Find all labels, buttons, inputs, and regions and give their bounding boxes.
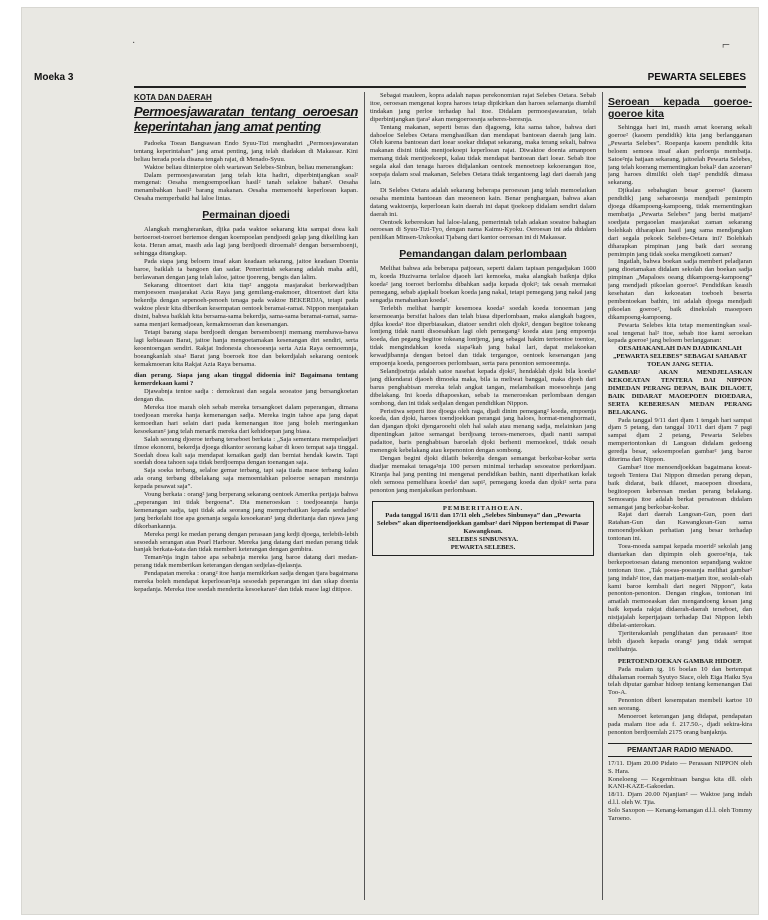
program-item: Koneloeng — Kegembiraan bangsa kita dll. oleh KANI-KAZE-Gakoedan. <box>608 775 752 791</box>
newspaper-name: PEWARTA SELEBES <box>647 72 746 83</box>
article-paragraph: Rajat dari daerah Langoan-Gun, poen dari Ratahan-Gun dan Kawangkoan-Gun sama menoendjoekkan perhatian jang besar terhadap tontonan ini. <box>608 511 752 543</box>
article-paragraph: Tetapi barang siapa berdjoedi dengan bersemboenji memang membawa-bawa lagi kebiasaan Barat, jaitoe hanja mengoetamakan kesenangan diri sendiri, serta keoentoengan sendiri. Rakjat Indonesia choesoesnja serta Azia Raya oemoemnja, boeangkanlah sisa² Barat jang boeroek itoe dan bekerdjalah sekarang oentoek kemakmoeran kita Rakjat Azia Raya bersama. <box>134 328 358 368</box>
article-paragraph: Tentang makanan, seperti beras dan djagoeng, kita sama tahoe, bahwa dari dahoeloe Selebes Oetara menghasilkan dan mendapat bantoean daerah jang lain. Oleh karena bantoean dari loear soekar didapat sekarang, maka terang sekali, bahwa makanan disini tidak mentjoekoepi keperloean rajat. Diwaktoe doenia amanpoen memang tidak mentjoekoepi, kalau tidak mendapat bantoean dari loear. Sebab itoe segala akal dan tenaga haroes didjalankan oentoek menoetoep kekoerangan itoe, soepaja dalam soal makanan, Selebes Oetara tidak tergantoeng lagi dari daerah jang lain. <box>370 123 596 186</box>
article-paragraph: Mereka itoe marah oleh sebab mereka tersangkoet dalam peperangan, dimana toedjoean mereka hanja kemenangan sadja. Mereka ingin tahoe apa jang dapat kemoedian hari selain dari pada kemenangan itoe jang boleh meringankan kesoekaran² jang telah menarik mereka dari kehidoepan jang biasa. <box>134 404 358 435</box>
article-paragraph: Mereka pergi ke medan perang dengan perasaan jang kedji djoega, terlebih-lebih sesoedah serangan atas Pearl Harbour. Mereka jang datang dari medan perang tidak banjak berkata-kata dan tidak memberi keterangan dengan gembira. <box>134 530 358 554</box>
article-paragraph: Tjeriterakanlah penglihatan dan perasaan² itoe lebih djaoeh kepada orang² jang tidak sempat melihatnja. <box>608 630 752 653</box>
article-paragraph: Di Selebes Oetara adalah sekarang beberapa peroesoan jang telah memoelaikan oesaha meminta bantoean dan meoeneon kain. Benar penghargaan, bahwa akan datang waktoenja, keperloean kain daerah ini dapat tjoekoep didalam sendiri dalam daerah ini. <box>370 186 596 218</box>
article-paragraph: Selandjoetnja adalah satoe nasehat kepada djoki², hendaklah djoki bila koeda² jang dikendarai djaoeh dimoeka maka, bila ia meliwat banggal, maka djoeh dari barus penghabisan mereka telah angkat tangan, melambaikan moesoehnja jang dibelakang. Ini koeda dihapoeskan, sebab ia meneroeskan perlombaan dengan sombong, dan ini tidak sedjalan dengan pendidikan Nippon. <box>370 368 596 407</box>
article-paragraph: Voung berkata : orang² jang berperang sekarang oentoek Amerika pertjaja bahwa „peperangan ini tidak bergoena”. Dia meneroeskan : toedjoeannja hanja kemenangan sadja, tapi tidak ada seorang jang memperhatikan kepada serdadoe² jang berkelahi itoe apa goenanja segala kesoekaran² jang dideritanja dan njawa jang dikorbankannja. <box>134 491 358 530</box>
article-paragraph: Dalam permoesjawaratan jang telah kita hadiri, diperbintjangkan soal² mengenai: Oesaha mengoempoelkan hasil² tanah selakoe bahan². Oesaha menambahkan hasil² barang makanan. Oesaha memenoehi keperloean kapan. Oesaha memperbaiki hal laloe lintas. <box>134 171 358 203</box>
bold-slogan: OESAHAKANLAH DAN DJADIKANLAH „PEWARTA SELEBES” SEBAGAI SAHABAT TOEAN JANG SETIA. <box>613 345 747 369</box>
article-paragraph: Waktoe beliau diinterpioe oleh wartawan Selebes-Sinbun, beliau menerangkan: <box>144 163 354 171</box>
article-paragraph: Oentoek kebereskan hal laloe-lalang, pemerintah telah adakan soeatoe bahagian oeroesan di Syuu-Tizi-Tyo, dengan nama Kaimu-Kyoku. Oeroesan ini ada didalam penilikan Minsen-Unkookai Tjabang dari kantor oeroesan ini di Makassar. <box>370 218 596 242</box>
newspaper-page <box>22 8 758 914</box>
bold-heading: PERTOENDJOEKAN GAMBAR HIDOEP. <box>617 657 743 665</box>
article-paragraph: Padoeka Toean Bangsawan Endo Syuu-Tizi menghadiri „Permoesjawaratan tentang keperintahan” jang amat penting, jang telah diadakan di Makassar. Kini beliau berada poela disana tengah rajat, di Menado-Syuu. <box>134 139 358 163</box>
article-paragraph: Menoeroet keterangan jang didapat, pendapatan pada malam itoe ada f. 217.50.-, djadi sekira-kira penonton berdjoemlah 2175 orang banjaknja. <box>608 713 752 736</box>
article-paragraph: Peristiwa seperti itoe djoega oleh raga, djadi dinim pemegang² koeda, empoenja koeda, dan djoki, haroes toendjoekkan perangai jang haloes, hormat-menghormati, dan djangan djoki djengarooehi oleh hal salah atau menang sadja, melainkan jang dipentingkan jaitoe semangat berdjoang teroes-meneroes, djadi nanti sampai padaitoe, baris penghabisan baroelah djoki berhenti memoekoel, tidak oesah menengok kebelakang atau kepenonton dengan sombong. <box>370 407 596 455</box>
header-rule <box>134 86 746 88</box>
article-paragraph: Djawabnja tentoe sadja : demokrasi dan segala seoeatoe jang bersangkoetan dengan dia. <box>134 388 358 404</box>
article-paragraph: Teman²nja ingin tahoe apa sebabnja mereka jang baroe datang dari medan-perang tidak memberikan keterangan dengan sedjelas-djelasnja. <box>134 554 358 570</box>
article-paragraph: Pada malam tg. 16 boelan 10 dan bertempat dihalaman roemah Syutyo Siace, oleh Eiga Haiku Sya telah diputar gambar hidoep tentang kemenangan Dai Too-A. <box>608 665 752 697</box>
program-item: 17/11. Djam 20.00 Pidato — Perasaan NIPPON oleh S. Hara. <box>608 759 752 775</box>
article-paragraph: Sehingga hari ini, masih amat koerang sekali goeroe² (kaoem pendidik) kita jang berlangganan „Pewarta Selebes”. Roepanja kaoem pendidik kita beloem semoea insaf akan perloenja membatja. Satoe²nja batjaan sekarang, jaitoelah Pewarta Selebes, jang telah koerang mementingkan bekal² dan azoeran² jang haroes dimiliki oleh tiap² pendidik dimasa sekarang. <box>608 124 752 187</box>
column-divider <box>602 92 603 900</box>
article-paragraph: Dengan begini djoki dilatih bekerdja dengan semangat berkobar-kobar serta diadjar memakai tenaga²nja 100 persen minimal terhadap sesoeatoe perkerdjaan. Kiranja hal jang penting ini mengenai pendidikan bathin, nanti diperhatikan kelak oleh semoea pemelihara koeda² dan sapi², pemegang koeda dan djoki² serta para penonton jang menjaksikan perlombaan. <box>370 454 596 494</box>
bold-heading: GAMBAR² AKAN MENDJELASKAN KEKOEATAN TENTERA DAI NIPPON DIMEDAN PERANG DEPAN, BAIK DILAOET, BAIK DIDARAT MAOEPOEN DIOEDARA, SERTA KEBERESAN MEDAN PERANG BELAKANG. <box>608 369 752 416</box>
announcement-body: Pada tanggal 16/11 dan 17/11 oleh „Selebes Sinbunsya” dan „Pewarta Selebes” akan dipertoendjoekkan gambar² dari Nippon bertempat di Pasar Kawangkoan. <box>377 512 589 536</box>
article-paragraph: Alangkah mengherankan, djika pada waktoe sekarang kita sampai doea kali bertoeroet-toeroet bertemoe dengan koempoelan pendjoedi gelap jang dikeliling kan kota. Heran amat, masih ada lagi jang berdjoedi diroemah² dengan bersemboenji, sehingga ditangkap. <box>134 226 358 257</box>
column-divider <box>364 92 365 900</box>
announcement-signature: SELEBES SINBUNSYA. <box>447 536 519 544</box>
radio-program-title: PEMANTJAR RADIO MENADO. <box>608 743 752 757</box>
article-paragraph: Salah seorang djoeroe terbang terseboet berkata : „Saja sementara mempeladjari ilmoe ekonomi, bekerdja djoega dikantor seorang kabar di koeo tempat saja tinggal. Soedah doea kali saja mendapat kenaikan gadji dan berniat hendak kawin. Tapi soedah doea tahoen saja tidak berdjoempa dengan toenangan saja. <box>134 435 358 467</box>
column-right <box>608 92 752 912</box>
bold-question: dian perang. Siapa jang akan tinggal didoenia ini? Bagaimana tentang kemerdekaan kami ? <box>134 372 358 388</box>
article-paragraph: Pendapatan mereka : orang² itoe hanja memikirkan sadja dengan tjara bagaimana mereka boleh mendapat keperloean²nja sesoedah peperangan ini dan sikap doenia kepadanja. Mereka itoe soedah menderita kesoekaran² dan tidak maoe lagi ditipoe. <box>134 570 358 593</box>
announcement-box <box>372 501 594 556</box>
article-paragraph: Toea-moeda sampai kepada moerid² sekolah jang diantarkan dan dipimpin oleh goeroe²nja, tak berkepoetoesan datang menonton sepandjang waktoe tontonan itoe. „Tak poeas-poeasnja melihat gambar² jang indah² itoe, dan matjam-matjam itoe, seolah-olah kami baroe kembali dari negeri Nippon”, kata penonton-penonton. Dengan ringkas, tontonan ini amatlah memoeaskan dan mengandoeng kesan jang baik kepada rakjat didaerah-daerah terseboet, dan nistjajalah kepertjajaan terhadap Dai Nippon lebih dibelat-anterokan. <box>608 543 752 630</box>
article-paragraph: Sekarang ditoentoet dari kita tiap² anggota masjarakat berkewadjiban menjoesoen masjarakat Azia Raya jang gemilang-makmoer, ditoentoet dari kita bekerdja dengan sepenoeh-penoeh tenaga pada waktoe BEKERDJA, tetapi pada waktoe plesir kita diberikan kesempatan oentoek beramai-ramai. Nippon menjatakan disini, bahwa baiklah kita bersama-sama bekerdja, sama-sama beramai-ramai, sama-sama menjari kemadjoean, kemakmoeran dan kesenangan. <box>134 281 358 329</box>
article-paragraph: Ingatlah, bahwa boekan sadja memberi peladjaran jang dioetamakan didalam sekolah dan boekan sadja pimpinan „Mapaloes oeang dikampoeng-kampoeng” jang mendjadi pikoelan goeroe². Pendidikan keasih kesehatan dan kekoeatan toeboeh beserta pembentoekan bathin, ini adalah djoega mendjadi pikoelan goeroe², baik dinekolah maoepoen dikampoeng-kampoeng. <box>608 258 752 321</box>
page-header <box>34 70 746 86</box>
article-paragraph: Terlebih melihat hampir kesemoea koeda² soedah koeda tonoeman jang kesemoeanja bersifat haloes dan telah biasa diperlombaan, maka alangkah bagoes, djika koeda² itoe diperbiasakan, diatoer sendiri oleh djoki², dengan begitoe tokeang lontjeng tidak nanti disoesahkan lagi oleh pemegang² koeda atau jang empoenja koeda, dan pegang begitoe tokeang lontjeng, jang sebagai hakim tertoentoe toentoe, tidak mengindahkan koeda siapa²kah jang bakal lari, dapat melakoekan kewadjibannja dengan betoel dan tidak tergangoe, oentoek kesenangan jang empoenja koeda, pengoeroes perlombaan, serta para penonton semoeemnja. <box>370 304 596 368</box>
article-paragraph: Gambar² itoe menoendjoekkan bagaimana koeat-tegoeh Tentera Dai Nippon dimedan perang depan, baik didarat, baik dilaoet, maoepoen dioedara, begitoepoen keberesan medan perang belakang. Semoeanja itoe adalah berkat persatoean didalam semangat jang berkobar-kobar. <box>608 463 752 511</box>
section-label: KOTA DAN DAERAH <box>134 93 212 102</box>
program-item: Solo Saxopon — Kenang-kenangan d.l.l. oleh Tommy Taroeno. <box>608 807 752 823</box>
page-number: Moeka 3 <box>34 72 74 83</box>
column-middle <box>370 92 596 912</box>
announcement-title: PEMBERITAHOEAN. <box>442 504 524 512</box>
article-paragraph: Penonton diberi kesempatan membeli kartoe 10 sen seorang. <box>608 697 752 713</box>
article-paragraph: Saja soeka terbang, selaloe gemar terbang, tapi saja tiada maoe terbang kalau ada orang terbang dibelakang saja memoentahkan peloeroe senapan mesinnja kepada pesawat saja”. <box>134 467 358 491</box>
article-paragraph: Pada siapa jang beloem insaf akan keadaan sekarang, jaitoe keadaan Doenia baroe, baiklah ia bangoen dan sadar. Pemerintah sekarang adalah maha adil, berlawanan dengan jang telah laloe, jaitoe tjoereng, bengis dan lalim. <box>134 257 358 281</box>
article-paragraph: Djikalau sebahagian besar goeroe² (kaoem pendidik) jang seharoesnja mendjadi pemimpin djoega dikampoeng-kampoeng, tidak mementingkan membatja „Pewarta Selebes” jang berisi matjam² soedjata pergaoelan masjarakat zaman sekarang bolehkah diharapkan hasil jang sama mendjangkan dari segala pekoek Selebes-Oetara ini? Bolehkah diharapkan pimpinan jang baik dari seorang pemimpin jang tidak soeka mengikoeti zaman? <box>608 187 752 258</box>
subheading: Pemandangan dalam perlombaan <box>399 248 567 261</box>
radio-program-list <box>608 760 752 823</box>
article-paragraph: Pada tanggal 9/11 dari djam 1 tengah hari sampai djam 5 petang, dan tanggal 10/11 dari djam 7 pagi sampai djam 2 petang, Pewarta Selebes mempertontonkan di Langoan didalam gedoeng geredja besar, sekoempoelan gambar² jang baroe diterima dari Nippon. <box>608 416 752 464</box>
main-headline: Permoesjawaratan tentang oeroesan keperintahan jang amat penting <box>134 103 358 134</box>
article-paragraph: Pewarta Selebes kita tetap mementingkan soal-soal tengenai hal² itoe, sebab itoe kami seroekan kepada goeroe² jang beloem berlangganan: <box>608 321 752 345</box>
column-left <box>134 92 358 912</box>
announcement-signature: PEWARTA SELEBES. <box>450 544 516 552</box>
article-headline: Seroean kepada goeroe-goeroe kita <box>608 96 752 120</box>
article-paragraph: Sebagai mauleen, kopra adalah napas perekonomian rajat Selebes Oetara. Sebab itoe, oeroesan mengenai kopra haroes tetap dipikirkan dan haroes selamanja diambil tindakan jang perloe terhadap hal itoe. Didalam permoesjawaratan, telah diperbintjangkan tjara² akan mengoeroesnja seberes-beresnja. <box>370 92 596 123</box>
corner-mark: ⌐ <box>722 38 730 53</box>
program-item: 18/11. Djam 20.00 Njanjian² — Waktoe jang indah d.l.l. oleh W. Tjia. <box>608 791 752 807</box>
subheading: Permainan djoedi <box>202 209 290 222</box>
corner-mark: · <box>132 38 136 49</box>
article-paragraph: Melihat bahwa ada beberapa patjoean, seperti dalam tapisan pengadjakan 1600 m, koeda Huzivarna terlaloe djaoeh lari kemoeka, maka alangkah baiknja djika koeda² jang toeroet berlomba dibahkan sadja kepada djoki²; tak oesah memakai pemegang, sebab ajapkali boekan koeda jang nakal, tetapi pemegang jang nakal jang sengadja menahankan koeda². <box>370 265 596 304</box>
